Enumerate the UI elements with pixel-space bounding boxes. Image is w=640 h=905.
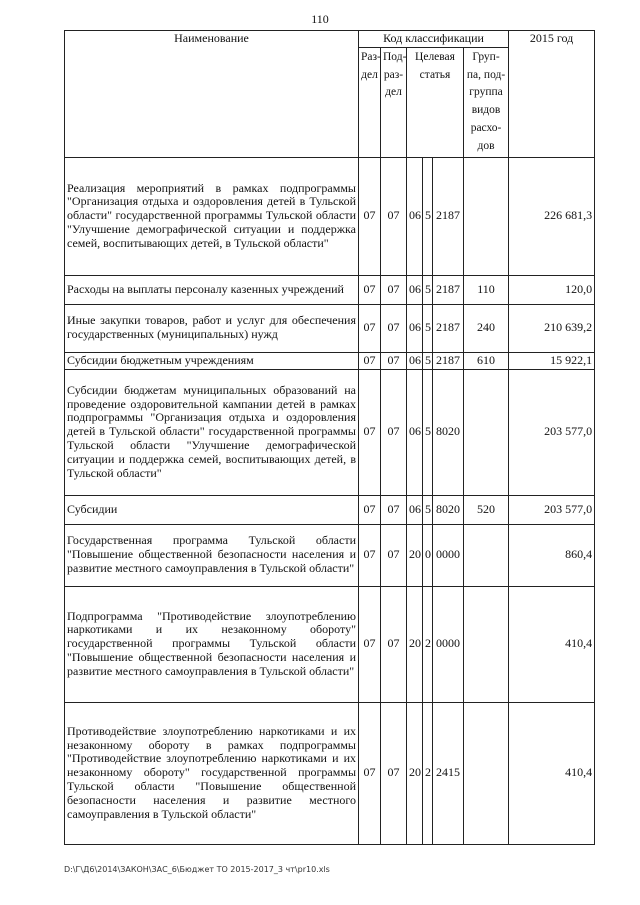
header-expense-group: Груп-па, под-группа видов расхо-дов — [464, 47, 509, 157]
row-name: Иные закупки товаров, работ и услуг для обеспечения государственных (муниципальных) нужд — [65, 304, 359, 352]
table-row — [65, 702, 595, 844]
row-subsection: 07 — [381, 369, 407, 495]
table-row — [65, 352, 595, 369]
row-amount: 203 577,0 — [509, 369, 595, 495]
row-expense-type — [464, 586, 509, 702]
row-expense-type — [464, 702, 509, 844]
row-target-program: 20 — [407, 586, 423, 702]
row-target-direction: 0000 — [433, 524, 464, 586]
row-amount: 860,4 — [509, 524, 595, 586]
row-target-subprogram: 5 — [423, 304, 433, 352]
row-target-subprogram: 5 — [423, 352, 433, 369]
row-target-subprogram: 0 — [423, 524, 433, 586]
row-name: Субсидии — [65, 495, 359, 524]
row-amount: 226 681,3 — [509, 157, 595, 275]
row-amount: 210 639,2 — [509, 304, 595, 352]
row-target-program: 20 — [407, 702, 423, 844]
file-path-footer: D:\Г\Д6\2014\ЗАКОН\ЗАС_6\Бюджет ТО 2015-2017_3 чт\pr10.xls — [64, 865, 330, 874]
table-row — [65, 304, 595, 352]
row-subsection: 07 — [381, 586, 407, 702]
row-name: Субсидии бюджетным учреждениям — [65, 352, 359, 369]
row-target-subprogram: 5 — [423, 495, 433, 524]
row-name: Расходы на выплаты персоналу казенных учреждений — [65, 275, 359, 304]
row-name: Субсидии бюджетам муниципальных образований на проведение оздоровительной кампании детей в рамках подпрограммы "Организация отдыха и оздоровления детей в Тульской области" государственной программы Тульской области "Улучшение демографической ситуации и поддержка семей, воспитывающих детей, в Тульской области" — [65, 369, 359, 495]
row-target-program: 20 — [407, 524, 423, 586]
row-section: 07 — [359, 586, 381, 702]
header-target-article: Целевая статья — [407, 47, 464, 157]
row-expense-type — [464, 369, 509, 495]
row-amount: 203 577,0 — [509, 495, 595, 524]
row-section: 07 — [359, 304, 381, 352]
budget-table-body — [65, 157, 595, 844]
row-amount: 410,4 — [509, 586, 595, 702]
row-section: 07 — [359, 495, 381, 524]
row-target-subprogram: 5 — [423, 369, 433, 495]
header-subsection: Под-раз-дел — [381, 47, 407, 157]
table-row — [65, 586, 595, 702]
row-subsection: 07 — [381, 702, 407, 844]
row-section: 07 — [359, 702, 381, 844]
row-name: Подпрограмма "Противодействие злоупотреблению наркотиками и их незаконному обороту" государственной программы Тульской области "Повышение общественной безопасности населения и развитие местного самоуправления в Тульской области" — [65, 586, 359, 702]
row-target-program: 06 — [407, 157, 423, 275]
row-subsection: 07 — [381, 495, 407, 524]
row-target-direction: 2415 — [433, 702, 464, 844]
row-subsection: 07 — [381, 524, 407, 586]
row-amount: 15 922,1 — [509, 352, 595, 369]
row-target-direction: 8020 — [433, 495, 464, 524]
row-target-direction: 8020 — [433, 369, 464, 495]
row-amount: 120,0 — [509, 275, 595, 304]
table-row — [65, 524, 595, 586]
row-section: 07 — [359, 369, 381, 495]
budget-table — [64, 30, 595, 845]
row-name: Государственная программа Тульской области "Повышение общественной безопасности населения и развитие местного самоуправления в Тульской области" — [65, 524, 359, 586]
header-row-top — [65, 31, 595, 48]
row-expense-type: 110 — [464, 275, 509, 304]
row-subsection: 07 — [381, 352, 407, 369]
header-classification: Код классификации — [359, 31, 509, 48]
page-number: 110 — [311, 12, 329, 26]
header-section: Раз-дел — [359, 47, 381, 157]
row-target-program: 06 — [407, 352, 423, 369]
table-row — [65, 495, 595, 524]
row-amount: 410,4 — [509, 702, 595, 844]
row-target-program: 06 — [407, 304, 423, 352]
row-target-direction: 0000 — [433, 586, 464, 702]
row-expense-type — [464, 157, 509, 275]
row-target-direction: 2187 — [433, 352, 464, 369]
row-target-direction: 2187 — [433, 275, 464, 304]
row-target-direction: 2187 — [433, 304, 464, 352]
row-target-subprogram: 5 — [423, 157, 433, 275]
row-expense-type: 610 — [464, 352, 509, 369]
row-section: 07 — [359, 524, 381, 586]
row-target-program: 06 — [407, 495, 423, 524]
row-target-program: 06 — [407, 369, 423, 495]
row-expense-type — [464, 524, 509, 586]
header-name: Наименование — [65, 31, 359, 158]
row-name: Противодействие злоупотреблению наркотиками и их незаконному обороту в рамках подпрограммы "Противодействие злоупотреблению наркотиками и их незаконному обороту" государственной программы Тульской области "Повышение общественной безопасности населения и развитие местного самоуправления в Тульской области" — [65, 702, 359, 844]
row-subsection: 07 — [381, 275, 407, 304]
row-section: 07 — [359, 352, 381, 369]
table-row — [65, 369, 595, 495]
row-target-subprogram: 2 — [423, 586, 433, 702]
row-target-direction: 2187 — [433, 157, 464, 275]
row-target-program: 06 — [407, 275, 423, 304]
row-expense-type: 520 — [464, 495, 509, 524]
row-target-subprogram: 5 — [423, 275, 433, 304]
table-row — [65, 157, 595, 275]
row-section: 07 — [359, 157, 381, 275]
row-expense-type: 240 — [464, 304, 509, 352]
row-target-subprogram: 2 — [423, 702, 433, 844]
row-section: 07 — [359, 275, 381, 304]
table-row — [65, 275, 595, 304]
row-subsection: 07 — [381, 304, 407, 352]
row-name: Реализация мероприятий в рамках подпрограммы "Организация отдыха и оздоровления детей в Тульской области" государственной программы Тульской области "Улучшение демографической ситуации и поддержка семей, воспитывающих детей, в Тульской области" — [65, 157, 359, 275]
row-subsection: 07 — [381, 157, 407, 275]
header-year: 2015 год — [509, 31, 595, 158]
